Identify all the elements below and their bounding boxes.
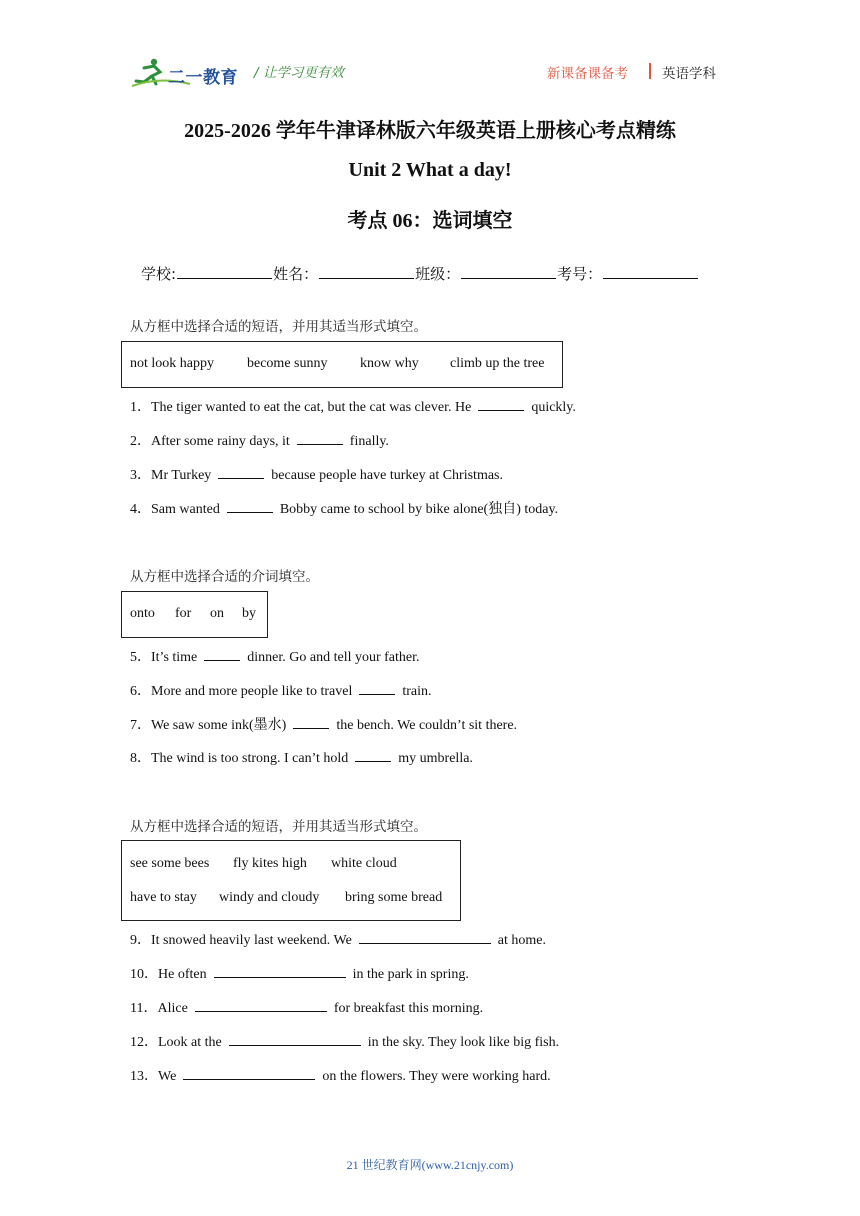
school-blank[interactable] [177,264,272,279]
header-divider [649,63,651,79]
question-item: 13．We on the flowers. They were working hard. [130,1069,551,1084]
answer-blank[interactable] [355,749,391,762]
section-instruction: 从方框中选择合适的短语，并用其适当形式填空。 [130,319,427,335]
answer-blank[interactable] [229,1033,361,1046]
name-label: 姓名： [273,265,319,283]
question-item: 6．More and more people like to travel train. [130,684,432,699]
answer-blank[interactable] [297,432,343,445]
answer-blank[interactable] [293,716,329,729]
box-word: windy and cloudy [219,890,320,905]
answer-blank[interactable] [359,682,395,695]
answer-blank[interactable] [214,965,346,978]
answer-blank[interactable] [359,931,491,944]
question-item: 4．Sam wanted Bobby came to school by bike alone(独自) today. [130,502,559,517]
school-label: 学校: [141,265,177,283]
box-word: for [175,606,192,621]
logo-text: 二一教育 [168,68,238,88]
box-word: bring some bread [345,890,443,905]
question-item: 5．It’s time dinner. Go and tell your father. [130,650,420,665]
question-item: 2．After some rainy days, it finally. [130,434,389,449]
section-instruction: 从方框中选择合适的短语，并用其适当形式填空。 [130,819,427,835]
question-item: 3．Mr Turkey because people have turkey at Christmas. [130,468,503,483]
box-word: know why [360,356,419,371]
box-word: become sunny [247,356,328,371]
question-item: 11．Alice for breakfast this morning. [130,1001,484,1016]
word-box [121,341,563,388]
section-instruction: 从方框中选择合适的介词填空。 [130,569,319,585]
page-title: 2025-2026 学年牛津译林版六年级英语上册核心考点精练 [184,120,676,142]
student-info-row [141,263,699,284]
exam-number-blank[interactable] [603,264,698,279]
box-word: by [242,606,256,621]
box-word: climb up the tree [450,356,545,371]
subject-label: 英语学科 [662,66,716,82]
answer-blank[interactable] [478,398,524,411]
page-footer: 21 世纪教育网(www.21cnjy.com) [346,1158,514,1172]
page-header [0,0,860,100]
name-blank[interactable] [319,264,414,279]
word-box [121,591,268,638]
unit-title: Unit 2 What a day! [348,159,512,181]
brand-label: 新课备课备考 [547,66,628,82]
class-label: 班级： [415,265,461,283]
box-word: on [210,606,224,621]
answer-blank[interactable] [227,500,273,513]
question-item: 9．It snowed heavily last weekend. We at home. [130,933,546,948]
question-item: 1．The tiger wanted to eat the cat, but the cat was clever. He quickly. [130,400,576,415]
question-item: 8．The wind is too strong. I can’t hold my umbrella. [130,751,473,766]
box-word: onto [130,606,155,621]
answer-blank[interactable] [183,1067,315,1080]
box-word: have to stay [130,890,197,905]
exam-number-label: 考号： [557,265,603,283]
question-item: 10．He often in the park in spring. [130,967,469,982]
box-word: white cloud [331,856,397,871]
question-item: 12．Look at the in the sky. They look like big fish. [130,1035,560,1050]
box-word: not look happy [130,356,214,371]
question-item: 7．We saw some ink(墨水) the bench. We couldn’t sit there. [130,718,518,733]
slogan: / 让学习更有效 [254,65,344,81]
answer-blank[interactable] [204,648,240,661]
box-word: see some bees [130,856,210,871]
class-blank[interactable] [461,264,556,279]
answer-blank[interactable] [195,999,327,1012]
word-box [121,840,461,921]
answer-blank[interactable] [218,466,264,479]
box-word: fly kites high [233,856,307,871]
topic-title: 考点 06：选词填空 [347,210,513,232]
